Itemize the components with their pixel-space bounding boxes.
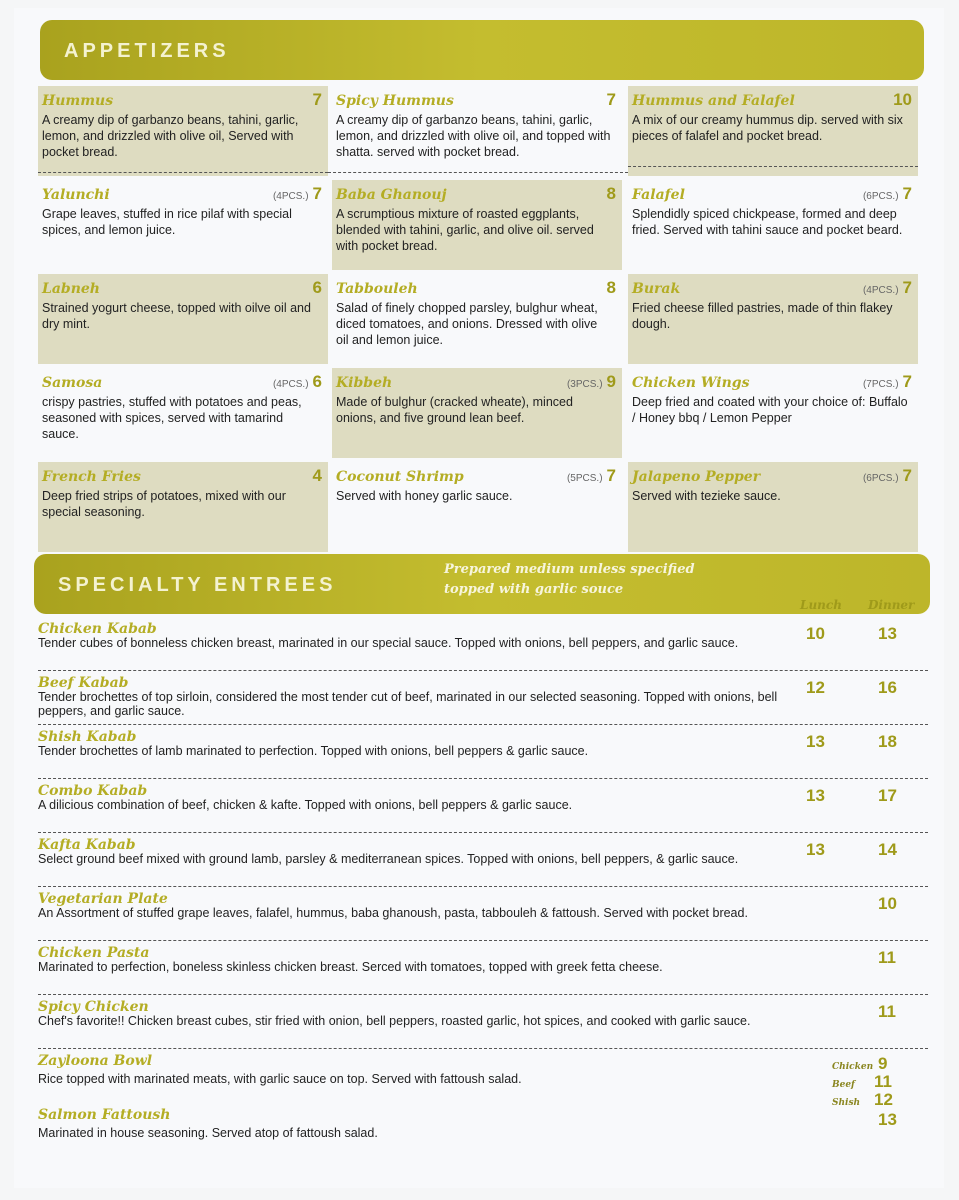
bowl-option-price: 9 [878,1054,888,1073]
item-description: Deep fried strips of potatoes, mixed with our special seasoning. [42,489,286,519]
entree-item [38,1000,928,1028]
appetizer-item [628,368,918,458]
entree-name: Salmon Fattoush [38,1107,171,1123]
appetizer-item [628,86,918,176]
entree-description: Chef's favorite!! Chicken breast cubes, stir fried with onion, bell peppers, roasted garlic, hot spices, and cooked with garlic sauce. [38,1014,751,1028]
item-name: Chicken Wings [632,375,750,391]
dinner-header: Dinner [868,598,915,612]
item-price: 4 [312,466,322,485]
entree-description: Tender cubes of bonneless chicken breast, marinated in our special sauce. Topped with onions, bell peppers, and garlic sauce. [38,636,739,650]
menu-page [14,8,944,1188]
item-name: Hummus [42,93,114,109]
entree-description: Select ground beef mixed with ground lamb, parsley & mediterranean spices. Topped with onions, bell peppers, & garlic sauce. [38,852,739,866]
appetizers-banner [40,20,924,80]
appetizer-item [38,462,328,552]
entree-item [38,622,928,650]
item-description: A creamy dip of garbanzo beans, tahini, garlic, lemon, and drizzled with olive oil, Served with pocket bread. [42,113,299,159]
separator [38,778,928,779]
appetizer-item [38,368,328,458]
appetizer-item [332,462,622,552]
bowl-option-label: Shish [832,1098,861,1108]
item-price: (4PCS.) 7 [272,184,322,203]
entree-item [38,1054,928,1086]
item-price: (5PCS.) 7 [566,466,616,485]
entree-item [38,838,928,866]
entree-dinner-price: 13 [878,624,897,643]
item-price: (4PCS.) 6 [272,372,322,391]
appetizer-item [628,180,918,270]
entree-lunch-price: 12 [806,678,825,697]
item-description: Salad of finely chopped parsley, bulghur wheat, diced tomatoes, and onions. Dressed with olive oil and lemon juice. [336,301,598,347]
separator [38,886,928,887]
entree-item [38,676,928,718]
entree-dinner-price: 13 [878,1110,897,1129]
bowl-option-price: 11 [874,1072,892,1091]
item-name: French Fries [42,469,141,485]
entree-lunch-price: 13 [806,732,825,751]
separator [628,166,918,167]
entree-item [38,892,928,920]
entree-description: Tender brochettes of top sirloin, considered the most tender cut of beef, marinated in our selected seasoning. Topped with onions, bell peppers, and garlic sauce. [38,690,778,718]
item-name: Kibbeh [336,375,393,391]
entree-name: Shish Kabab [38,729,137,745]
entrees-title: SPECIALTY ENTREES [58,574,337,596]
item-price: (6PCS.) 7 [862,184,912,203]
appetizer-item [332,274,622,364]
separator [38,940,928,941]
item-price: 7 [312,90,322,109]
entree-name: Zayloona Bowl [38,1053,153,1069]
entree-dinner-price: 11 [878,948,896,967]
separator [38,724,928,725]
item-description: Made of bulghur (cracked wheate), minced onions, and five ground lean beef. [336,395,573,425]
entree-name: Combo Kabab [38,783,148,799]
bowl-option-label: Chicken [832,1062,874,1072]
item-price: (3PCS.) 9 [566,372,616,391]
entree-lunch-price: 10 [806,624,825,643]
item-price: 8 [606,184,616,203]
item-name: Yalunchi [42,187,110,203]
entree-dinner-price: 14 [878,840,897,859]
item-description: A creamy dip of garbanzo beans, tahini, garlic, lemon, and drizzled with olive oil, and topped with shatta. served with pocket bread. [336,113,611,159]
item-name: Coconut Shrimp [336,469,464,485]
item-name: Jalapeno Pepper [632,469,761,485]
item-name: Samosa [42,375,103,391]
appetizer-item [38,180,328,270]
separator [38,172,328,173]
item-price: (6PCS.) 7 [862,466,912,485]
separator [38,670,928,671]
separator [328,172,628,173]
appetizer-item [332,86,622,176]
entree-description: Marinated to perfection, boneless skinless chicken breast. Serced with tomatoes, topped with greek fetta cheese. [38,960,663,974]
entrees-banner [34,554,930,614]
separator [38,832,928,833]
item-name: Baba Ghanouj [336,187,447,203]
item-description: Served with honey garlic sauce. [336,489,513,503]
item-name: Spicy Hummus [336,93,454,109]
entree-dinner-price: 18 [878,732,897,751]
item-description: Deep fried and coated with your choice of: Buffalo / Honey bbq / Lemon Pepper [632,395,908,425]
item-description: Grape leaves, stuffed in rice pilaf with special spices, and lemon juice. [42,207,292,237]
entree-description: An Assortment of stuffed grape leaves, falafel, hummus, baba ghanoush, pasta, tabbouleh & fattoush. Served with pocket bread. [38,906,748,920]
item-price: 8 [606,278,616,297]
lunch-header: Lunch [800,598,842,612]
item-description: A scrumptious mixture of roasted eggplants, blended with tahini, garlic, and olive oil. served with pocket bread. [336,207,594,253]
bowl-option-price: 12 [874,1090,893,1109]
entree-name: Beef Kabab [38,675,129,691]
entree-name: Kafta Kabab [38,837,136,853]
entree-item [38,784,928,812]
item-description: Splendidly spiced chickpease, formed and deep fried. Served with tahini sauce and pocket beard. [632,207,903,237]
item-description: Strained yogurt cheese, topped with oilve oil and dry mint. [42,301,311,331]
entree-description: Marinated in house seasoning. Served atop of fattoush salad. [38,1126,378,1140]
entree-item [38,946,928,974]
item-price: (4PCS.) 7 [862,278,912,297]
appetizer-item [38,274,328,364]
item-price: (7PCS.) 7 [862,372,912,391]
entree-description: A dilicious combination of beef, chicken & kafte. Topped with onions, bell peppers & garlic sauce. [38,798,573,812]
appetizers-title: APPETIZERS [64,40,230,62]
item-description: crispy pastries, stuffed with potatoes and peas, seasoned with spices, served with tamarind sauce. [42,395,302,441]
entree-description: Tender brochettes of lamb marinated to perfection. Topped with onions, bell peppers & garlic sauce. [38,744,589,758]
entree-name: Chicken Pasta [38,945,150,961]
separator [38,1048,928,1049]
item-name: Labneh [42,281,100,297]
entree-dinner-price: 17 [878,786,897,805]
entree-dinner-price: 11 [878,1002,896,1021]
item-name: Burak [632,281,681,297]
entree-name: Spicy Chicken [38,999,149,1015]
item-description: Fried cheese filled pastries, made of thin flakey dough. [632,301,893,331]
item-description: Served with tezieke sauce. [632,489,781,503]
entree-item [38,1108,928,1140]
item-price: 7 [606,90,616,109]
appetizer-item [628,462,918,552]
item-price: 10 [893,90,912,109]
entree-name: Chicken Kabab [38,621,157,637]
entree-lunch-price: 13 [806,786,825,805]
appetizer-item [332,368,622,458]
entrees-note: Prepared medium unless specified topped with garlic souce [444,562,695,597]
item-name: Tabbouleh [336,281,418,297]
entree-description: Rice topped with marinated meats, with garlic sauce on top. Served with fattoush salad. [38,1072,522,1086]
item-name: Hummus and Falafel [632,93,795,109]
separator [38,994,928,995]
item-description: A mix of our creamy hummus dip. served with six pieces of falafel and pocket bread. [632,113,903,143]
entree-name: Vegetarian Plate [38,891,168,907]
item-name: Falafel [632,187,685,203]
appetizer-item [628,274,918,364]
entree-dinner-price: 10 [878,894,897,913]
entree-lunch-price: 13 [806,840,825,859]
appetizer-item [38,86,328,176]
entree-dinner-price: 16 [878,678,897,697]
appetizer-item [332,180,622,270]
item-price: 6 [312,278,322,297]
bowl-option-label: Beef [832,1080,855,1090]
entree-item [38,730,928,758]
